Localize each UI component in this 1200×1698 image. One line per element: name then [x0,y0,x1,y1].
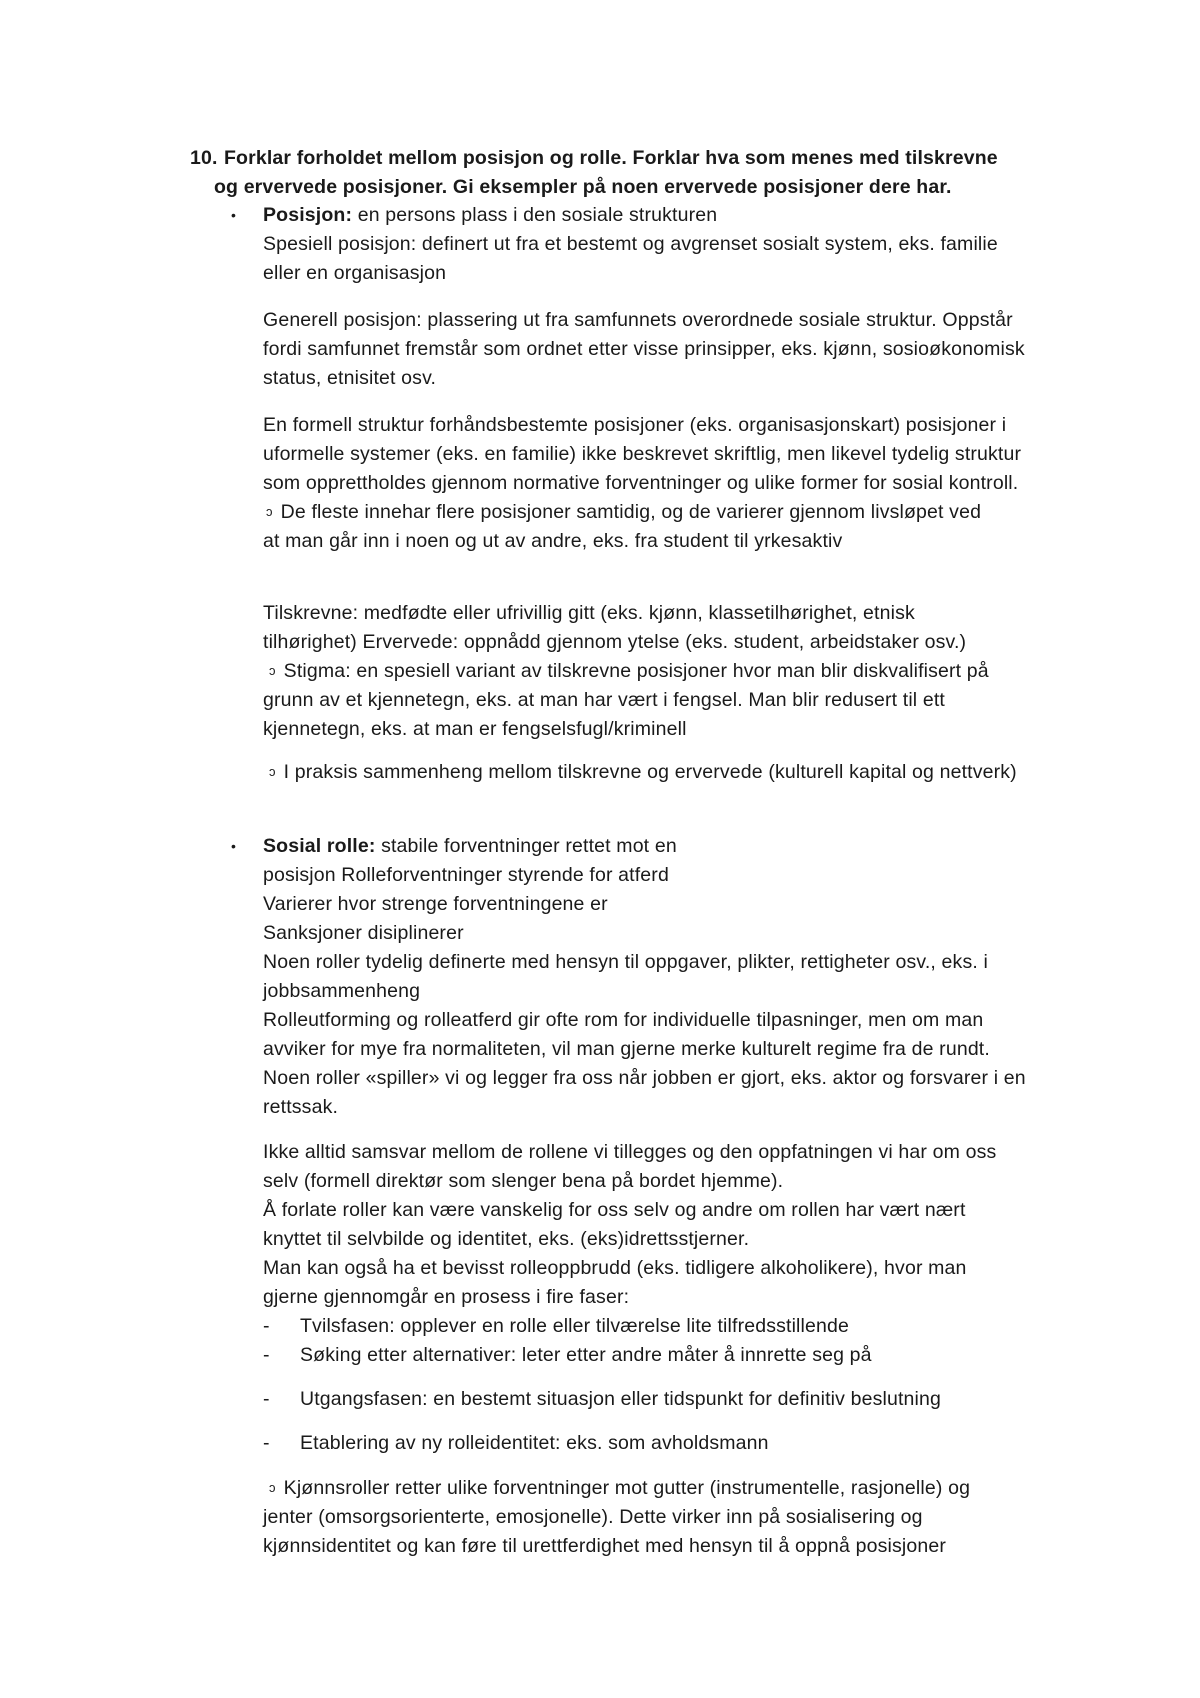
arrow-icon: ↄ [266,504,273,519]
dash-marker: - [263,1432,270,1454]
samsvar-line: selv (formell direktør som slenger bena på bordet hjemme). [263,1170,784,1192]
posisjon-label: Posisjon: [263,204,353,226]
bullet-icon: • [231,207,237,223]
arrow-icon: ↄ [269,663,276,678]
kjonn-line-2: jenter (omsorgsorienterte, emosjonelle). Dette virker inn på sosialisering og [263,1506,923,1528]
kjonn-text-1: Kjønnsroller retter ulike forventninger mot gutter (instrumentelle, rasjonelle) og [283,1477,971,1499]
question-number: 10. [190,147,218,169]
spesiell-line-2: eller en organisasjon [263,262,447,284]
fase-item: Etablering av ny rolleidentitet: eks. som avholdsmann [300,1432,769,1454]
rolle-line: Rolleutforming og rolleatferd gir ofte rom for individuelle tilpasninger, men om man [263,1009,984,1031]
arrow-icon: ↄ [269,1480,276,1495]
formell-line-3: som opprettholdes gjennom normative forventninger og ulike former for sosial kontroll. [263,472,1019,494]
bullet-icon: • [231,838,237,854]
fase-item: Utgangsfasen: en bestemt situasjon eller tidspunkt for definitiv beslutning [300,1388,942,1410]
arrow-icon: ↄ [269,764,276,779]
rolle-line: jobbsammenheng [263,980,421,1002]
kjonn-line-3: kjønnsidentitet og kan føre til urettferdighet med hensyn til å oppnå posisjoner [263,1535,946,1557]
dash-marker: - [263,1315,270,1337]
rolle-line: Sanksjoner disiplinerer [263,922,464,944]
tilskrevne-line-1: Tilskrevne: medfødte eller ufrivillig gitt (eks. kjønn, klassetilhørighet, etnisk [263,602,915,624]
praksis-text: I praksis sammenheng mellom tilskrevne og ervervede (kulturell kapital og nettverk) [283,761,1017,783]
stigma-line-1 [263,657,989,685]
generell-line-2: fordi samfunnet fremstår som ordnet etter visse prinsipper, eks. kjønn, sosioøkonomisk [263,338,1025,360]
kjonn-line-1 [263,1474,970,1502]
flere-line-2: at man går inn i noen og ut av andre, eks. fra student til yrkesaktiv [263,530,843,552]
samsvar-line: knyttet til selvbilde og identitet, eks. (eks)idrettsstjerner. [263,1228,750,1250]
rolle-line: rettssak. [263,1096,339,1118]
stigma-text-1: Stigma: en spesiell variant av tilskrevne posisjoner hvor man blir diskvalifisert på [283,660,989,682]
posisjon-definition [263,201,717,229]
rolle-definition [263,832,677,860]
question-line-1: Forklar forholdet mellom posisjon og rolle. Forklar hva som menes med tilskrevne [224,147,998,169]
formell-line-2: uformelle systemer (eks. en familie) ikke beskrevet skriftlig, men likevel tydelig struktur [263,443,1022,465]
spesiell-line-1: Spesiell posisjon: definert ut fra et bestemt og avgrenset sosialt system, eks. familie [263,233,998,255]
dash-marker: - [263,1388,270,1410]
rolle-label: Sosial rolle: [263,835,376,857]
praksis-line [263,758,1017,786]
rolle-line: Noen roller «spiller» vi og legger fra oss når jobben er gjort, eks. aktor og forsvarer i en [263,1067,1026,1089]
flere-line-1 [263,498,981,526]
stigma-line-3: kjennetegn, eks. at man er fengselsfugl/kriminell [263,718,687,740]
samsvar-line: Ikke alltid samsvar mellom de rollene vi tillegges og den oppfatningen vi har om oss [263,1141,997,1163]
generell-line-1: Generell posisjon: plassering ut fra samfunnets overordnede sosiale struktur. Oppstår [263,309,1013,331]
fase-item: Søking etter alternativer: leter etter andre måter å innrette seg på [300,1344,872,1366]
stigma-line-2: grunn av et kjennetegn, eks. at man har vært i fengsel. Man blir redusert til ett [263,689,945,711]
question-line-2: og ervervede posisjoner. Gi eksempler på noen ervervede posisjoner dere har. [214,176,952,198]
posisjon-def-text: en persons plass i den sosiale strukturen [352,204,718,226]
formell-line-1: En formell struktur forhåndsbestemte posisjoner (eks. organisasjonskart) posisjoner i [263,414,1007,436]
rolle-line: Varierer hvor strenge forventningene er [263,893,608,915]
samsvar-line: gjerne gjennomgår en prosess i fire faser: [263,1286,630,1308]
fase-item: Tvilsfasen: opplever en rolle eller tilværelse lite tilfredsstillende [300,1315,849,1337]
generell-line-3: status, etnisitet osv. [263,367,437,389]
rolle-line: posisjon Rolleforventninger styrende for atferd [263,864,669,886]
rolle-def-text: stabile forventninger rettet mot en [375,835,677,857]
rolle-line: Noen roller tydelig definerte med hensyn til oppgaver, plikter, rettigheter osv., eks. i [263,951,988,973]
samsvar-line: Å forlate roller kan være vanskelig for oss selv og andre om rollen har vært nært [263,1199,966,1221]
dash-marker: - [263,1344,270,1366]
rolle-line: avviker for mye fra normaliteten, vil man gjerne merke kulturelt regime fra de rundt. [263,1038,990,1060]
tilskrevne-line-2: tilhørighet) Ervervede: oppnådd gjennom ytelse (eks. student, arbeidstaker osv.) [263,631,967,653]
samsvar-line: Man kan også ha et bevisst rolleoppbrudd (eks. tidligere alkoholikere), hvor man [263,1257,967,1279]
flere-text-1: De fleste innehar flere posisjoner samtidig, og de varierer gjennom livsløpet ved [280,501,982,523]
